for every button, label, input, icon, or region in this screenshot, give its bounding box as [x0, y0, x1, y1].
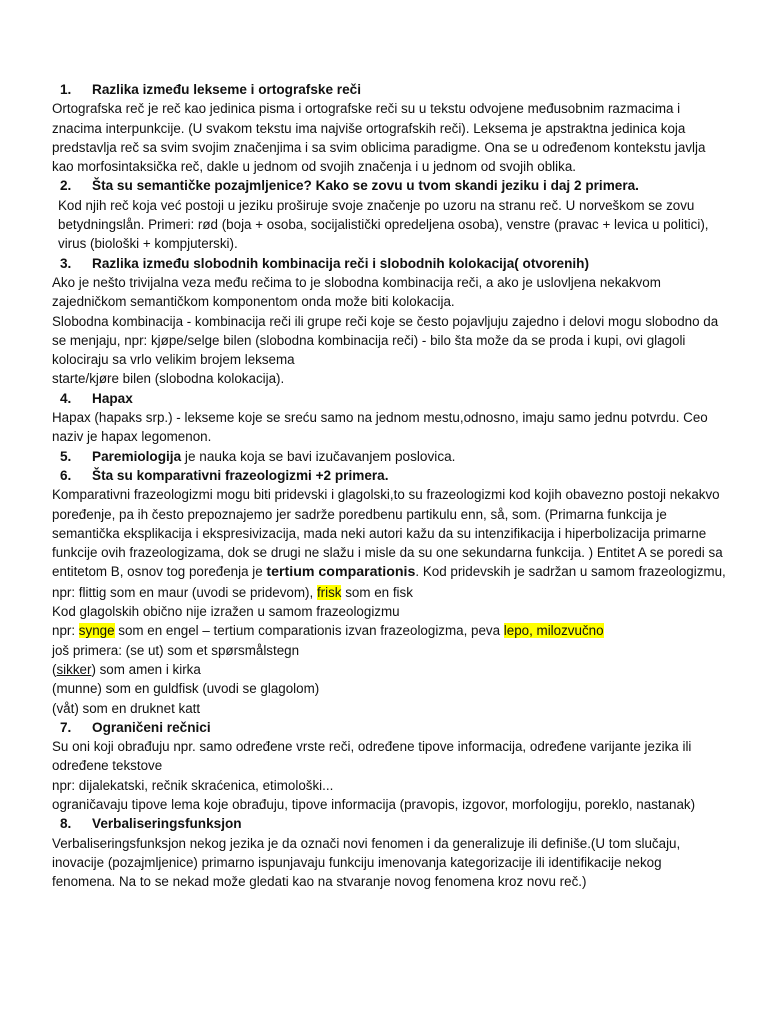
- text-run: (: [52, 661, 57, 677]
- heading-8: [52, 814, 728, 833]
- paragraph: [52, 485, 728, 602]
- heading-title-line: [92, 447, 455, 466]
- heading-number: 1.: [60, 82, 72, 97]
- text-run: som en engel – tertium comparationis izvan frazeologizma, peva: [114, 623, 504, 639]
- term-bold: tertium comparationis: [266, 564, 416, 581]
- paragraph: Hapax (hapaks srp.) - lekseme koje se sreću samo na jednom mestu,odnosno, imaju samo jednu potvrdu. Ceo naziv je hapax legomenon.: [52, 410, 708, 445]
- paragraph: Kod njih reč koja već postoji u jeziku proširuje svoje značenje po uzoru na stranu reč. U norveškom se zovu betydningslån. Primeri: rød (boja + osoba, socijalistički opredeljena osoba), venstre (pravac + levica u politici), virus (biološki + kompjuterski).: [58, 197, 709, 252]
- heading-rest: je nauka koja se bavi izučavanjem poslovica.: [181, 448, 456, 464]
- heading-6: [52, 466, 728, 485]
- paragraph: npr: dijalekatski, rečnik skraćenica, etimološki...: [52, 777, 334, 793]
- paragraph: Su oni koji obrađuju npr. samo određene vrste reči, određene tipove informacija, određene varijante jezika ili određene tekstove: [52, 739, 692, 774]
- highlighted-word: frisk: [316, 584, 342, 600]
- paragraph: ograničavaju tipove lema koje obrađuju, tipove informacija (pravopis, izgovor, morfologiju, poreklo, nastanak): [52, 796, 696, 812]
- heading-number: 3.: [60, 255, 72, 271]
- underlined-word: sikker: [56, 661, 92, 677]
- heading-title: Šta su komparativni frazeologizmi +2 primera.: [92, 467, 389, 483]
- paragraph: Ako je nešto trivijalna veza među rečima to je slobodna kombinacija reči, a ako je uslovljena nekakvom zajedničkom semantičkom komponentom onda može biti kolokacija.: [52, 274, 661, 310]
- heading-number: 8.: [60, 816, 72, 832]
- heading-7: [52, 718, 728, 737]
- paragraph: Ortografska reč je reč kao jedinica pisma i ortografske reči su u tekstu odvojene međusobnim razmacima i znacima interpunkcije. (U svakom tekstu ima najviše ortografskih reči). Leksema je apstraktna jedinica koja predstavlja reč sa svim svojim značenjima i sa svim oblicima paradigme. Ona se u određenom kontekstu javlja kao morfosintaksička reč, dakle u jednom od svojih značenja i u jednom od svojih oblika.: [52, 101, 706, 175]
- paragraph: još primera: (se ut) som et spørsmålstegn: [52, 642, 300, 658]
- highlighted-word: lepo, milozvučno: [503, 623, 604, 639]
- text-run: . Kod pridevskih je sadržan u samom frazeologizmu, npr: flittig som en maur (uvodi se pridevom),: [52, 564, 726, 600]
- heading-title: Razlika između lekseme i ortografske reči: [92, 82, 361, 97]
- heading-2: [52, 176, 728, 195]
- heading-title: Razlika između slobodnih kombinacija reči i slobodnih kolokacija( otvorenih): [92, 255, 590, 271]
- text-run: Komparativni frazeologizmi mogu biti pridevski i glagolski,to su frazeologizmi kod kojih obavezno postoji nekakvo poređenje, pa ih često prepoznajemo jer sadrže poredbenu partikulu enn, så, som. (Primarna funkcija je semantička eksplikacija i ekspresivizacija, mada neki autori kažu da su intenzifikacija i hiperbolizacija primarne funkcije ovih frazeologizama, dok se drugi ne slažu i misle da su one sekundarna funkcija. ) Entitet A se poredi sa entitetom B, osnov tog poređenja je: [52, 487, 723, 580]
- heading-title: Šta su semantičke pozajmljenice? Kako se zovu u tvom skandi jeziku i daj 2 primera.: [92, 178, 639, 194]
- heading-number: 4.: [60, 390, 72, 406]
- heading-1: [52, 80, 728, 99]
- paragraph: [52, 660, 728, 679]
- heading-title: Paremiologija: [92, 448, 182, 464]
- heading-3: [52, 254, 728, 273]
- heading-number: 2.: [60, 178, 72, 194]
- text-run: ) som amen i kirka: [91, 661, 201, 677]
- paragraph: Slobodna kombinacija - kombinacija reči ili grupe reči koje se često pojavljuju zajedno i delovi mogu slobodno da se menjaju, npr: kjøpe/selge bilen (slobodna kombinacija reči) - bilo šta može da se proda i kupi, ovi glagoli kolociraju sa vrlo velikim brojem leksema: [52, 313, 719, 368]
- heading-title: Ograničeni rečnici: [92, 719, 211, 735]
- heading-title: Verbaliseringsfunksjon: [92, 816, 242, 832]
- highlighted-word: synge: [78, 623, 115, 639]
- text-run: npr:: [52, 623, 79, 639]
- heading-4: [52, 389, 728, 408]
- paragraph: (våt) som en druknet katt: [52, 700, 201, 716]
- paragraph: [52, 621, 728, 640]
- heading-5: [52, 447, 728, 466]
- heading-number: 6.: [60, 467, 72, 483]
- text-run: som en fisk: [341, 584, 413, 600]
- paragraph: Kod glagolskih obično nije izražen u samom frazeologizmu: [52, 604, 400, 620]
- heading-number: 7.: [60, 719, 72, 735]
- heading-number: 5.: [60, 448, 72, 464]
- paragraph: (munne) som en guldfisk (uvodi se glagolom): [52, 681, 320, 697]
- paragraph: starte/kjøre bilen (slobodna kolokacija).: [52, 371, 285, 387]
- heading-title: Hapax: [92, 390, 133, 406]
- paragraph: Verbaliseringsfunksjon nekog jezika je da označi novi fenomen i da generalizuje ili definiše.(U tom slučaju, inovacije (pozajmljenice) primarno ispunjavaju funkciju imenovanja kategorizacije ili identifikacije nekog fenomena. Na to se nekad može gledati kao na stvaranje novog fenomena kroz novu reč.): [52, 835, 681, 890]
